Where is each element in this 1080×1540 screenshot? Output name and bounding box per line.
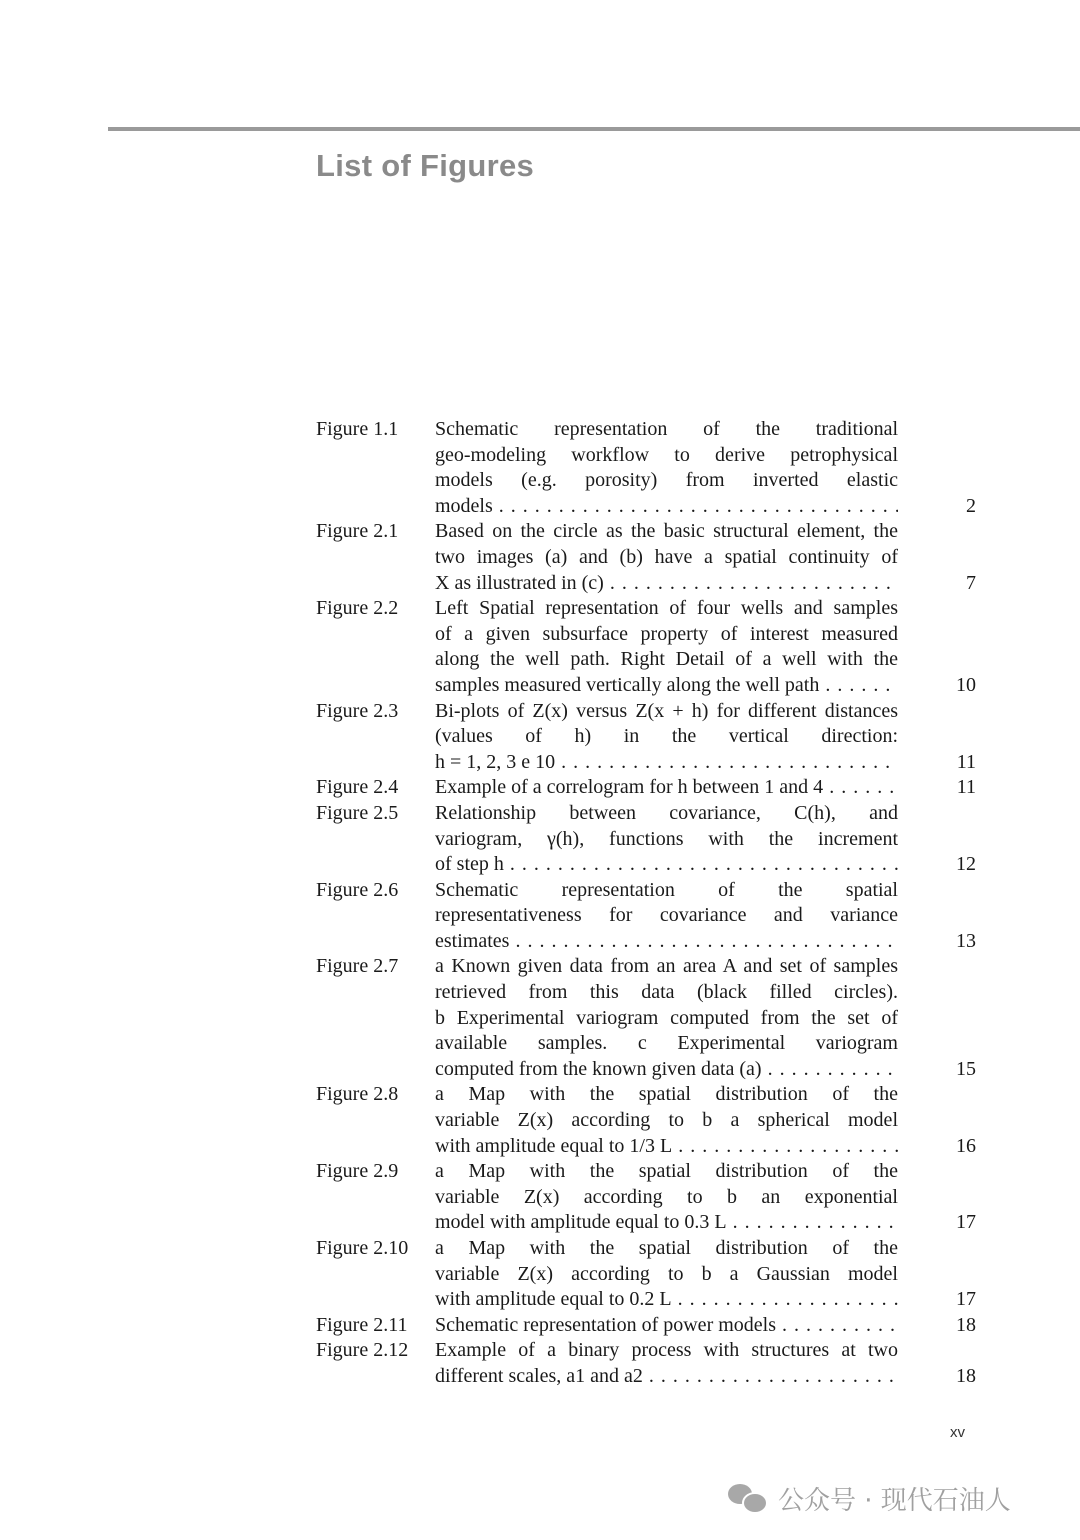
figure-label: Figure 2.3 (316, 699, 399, 722)
figure-page-number: 7 (916, 571, 976, 597)
caption-line: computed from the known given data (a) . . . (435, 1057, 898, 1083)
figure-entry (316, 1159, 976, 1236)
figure-entry (316, 801, 976, 878)
figure-label: Figure 2.10 (316, 1237, 409, 1259)
figure-list (316, 417, 976, 1390)
figure-entry (316, 1313, 976, 1339)
figure-entry (316, 417, 976, 519)
caption-line: variable Z(x) according to b an exponential (435, 1185, 898, 1208)
caption-line: along the well path. Right Detail of a well with the (435, 648, 898, 671)
caption-line: of step h . . . (435, 852, 898, 878)
figure-page-number: 17 (916, 1210, 976, 1236)
figure-entry (316, 775, 976, 801)
caption-line: available samples. c Experimental variogram (435, 1032, 898, 1055)
caption-line: different scales, a1 and a2 . . . (435, 1364, 898, 1390)
figure-entry (316, 519, 976, 596)
caption-line: retrieved from this data (black filled circles). (435, 981, 898, 1004)
caption-line: Example of a binary process with structures at two (435, 1339, 898, 1362)
figure-entry (316, 954, 976, 1082)
caption-line: two images (a) and (b) have a spatial continuity of (435, 545, 898, 568)
caption-line: representativeness for covariance and variance (435, 904, 898, 927)
caption-line: variable Z(x) according to b a Gaussian model (435, 1262, 898, 1285)
figure-page-number: 15 (916, 1057, 976, 1083)
figure-page-number: 11 (916, 750, 976, 776)
caption-line: Schematic representation of the traditional (435, 418, 898, 440)
caption-line: Schematic representation of power models . . . (435, 1313, 898, 1339)
figure-page-number: 2 (916, 494, 976, 520)
caption-line: estimates . . . (435, 929, 898, 955)
caption-line: models . . . (435, 494, 898, 520)
figure-label: Figure 2.4 (316, 776, 399, 799)
caption-line: (values of h) in the vertical direction: (435, 725, 898, 748)
caption-line: a Map with the spatial distribution of the (435, 1160, 898, 1183)
caption-line: geo-modeling workflow to derive petrophysical (435, 443, 898, 466)
figure-label: Figure 2.11 (316, 1313, 408, 1336)
caption-line: variable Z(x) according to b a spherical model (435, 1109, 898, 1132)
figure-entry (316, 1338, 976, 1389)
caption-line: a Map with the spatial distribution of the (435, 1237, 898, 1259)
figure-page-number: 11 (916, 775, 976, 801)
figure-label: Figure 2.2 (316, 597, 399, 620)
figure-page-number: 12 (916, 852, 976, 878)
figure-page-number: 16 (916, 1134, 976, 1160)
caption-line: Bi-plots of Z(x) versus Z(x + h) for different distances (435, 699, 898, 722)
figure-label: Figure 2.12 (316, 1339, 409, 1362)
figure-entry (316, 699, 976, 776)
figure-label: Figure 2.7 (316, 955, 399, 978)
figure-page-number: 17 (916, 1287, 976, 1313)
figure-entry (316, 878, 976, 955)
top-rule (108, 127, 1080, 131)
caption-line: h = 1, 2, 3 e 10 . . . (435, 750, 898, 776)
figure-entry (316, 596, 976, 698)
caption-line: variogram, γ(h), functions with the increment (435, 827, 898, 850)
figure-page-number: 13 (916, 929, 976, 955)
page-title: List of Figures (316, 148, 535, 183)
caption-line: Based on the circle as the basic structural element, the (435, 520, 898, 543)
figure-label: Figure 2.5 (316, 801, 399, 824)
figure-label: Figure 2.6 (316, 878, 399, 901)
caption-line: Example of a correlogram for h between 1 and 4 . . . (435, 775, 898, 801)
caption-line: X as illustrated in (c) . . . (435, 571, 898, 597)
caption-line: a Map with the spatial distribution of the (435, 1083, 898, 1106)
figure-label: Figure 1.1 (316, 418, 399, 440)
caption-line: of a given subsurface property of interest measured (435, 622, 898, 645)
figure-label: Figure 2.9 (316, 1160, 399, 1183)
caption-line: model with amplitude equal to 0.3 L . . . (435, 1210, 898, 1236)
caption-line: samples measured vertically along the well path . . . (435, 673, 898, 699)
caption-line: b Experimental variogram computed from the set of (435, 1006, 898, 1029)
caption-line: with amplitude equal to 0.2 L . . . (435, 1287, 898, 1313)
watermark (728, 1478, 1011, 1518)
caption-line: Left Spatial representation of four wells and samples (435, 597, 898, 620)
figure-page-number: 10 (916, 673, 976, 699)
figure-label: Figure 2.8 (316, 1083, 399, 1106)
figure-label: Figure 2.1 (316, 520, 399, 543)
watermark-text: 公众号 · 现代石油人 (778, 1485, 1011, 1516)
caption-line: with amplitude equal to 1/3 L . . . (435, 1134, 898, 1160)
wechat-icon (728, 1482, 768, 1514)
page-number: xv (950, 1424, 965, 1441)
figure-page-number: 18 (916, 1313, 976, 1339)
figure-entry (316, 1236, 976, 1313)
caption-line: Relationship between covariance, C(h), and (435, 801, 898, 824)
caption-line: a Known given data from an area A and set of samples (435, 955, 898, 978)
figure-entry (316, 1082, 976, 1159)
caption-line: models (e.g. porosity) from inverted elastic (435, 469, 898, 492)
figure-page-number: 18 (916, 1364, 976, 1390)
caption-line: Schematic representation of the spatial (435, 878, 898, 901)
